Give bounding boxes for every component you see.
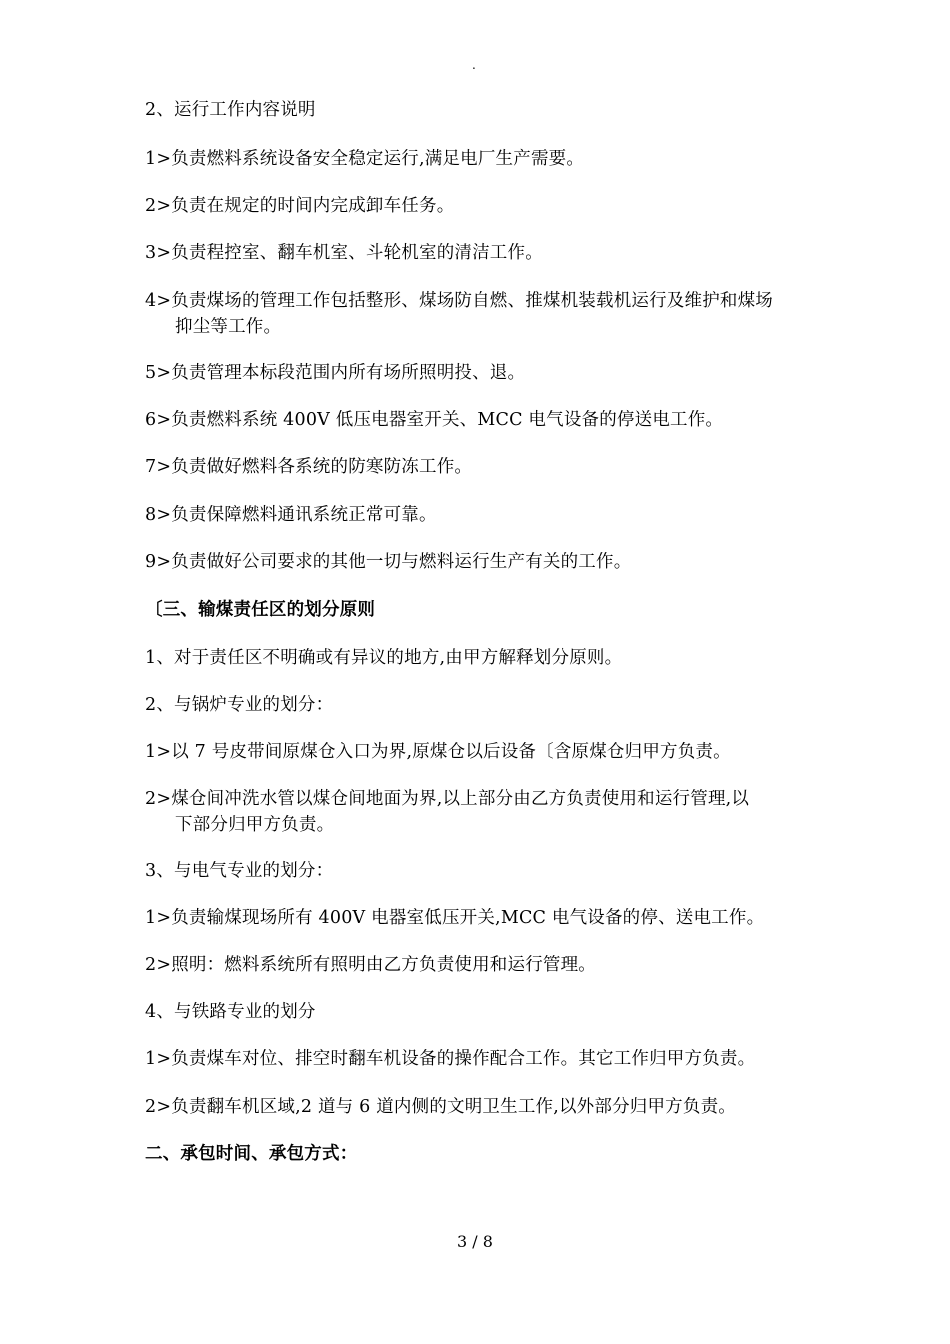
list-item: 1>负责输煤现场所有 400V 电器室低压开关,MCC 电气设备的停、送电工作。 [145,908,765,928]
section-heading-division-principles: 〔三、输煤责任区的划分原则 [145,600,376,620]
list-item [145,288,773,340]
list-item-text: 4>负责煤场的管理工作包括整形、煤场防自燃、推煤机装载机运行及维护和煤场 [145,291,773,311]
sub-heading: 2、与锅炉专业的划分： [145,695,334,715]
list-item: 2>负责翻车机区域,2 道与 6 道内侧的文明卫生工作,以外部分归甲方负责。 [145,1097,736,1117]
list-item: 8>负责保障燃料通讯系统正常可靠。 [145,505,437,525]
list-item [145,786,749,838]
list-item: 1、对于责任区不明确或有异议的地方,由甲方解释划分原则。 [145,648,623,668]
list-item: 9>负责做好公司要求的其他一切与燃料运行生产有关的工作。 [145,552,632,572]
list-item: 7>负责做好燃料各系统的防寒防冻工作。 [145,457,473,477]
list-item-continuation: 抑尘等工作。 [175,317,282,337]
section-heading-contract-terms: 二、承包时间、承包方式： [145,1144,358,1164]
list-item: 2>负责在规定的时间内完成卸车任务。 [145,196,455,216]
list-item: 1>以 7 号皮带间原煤仓入口为界,原煤仓以后设备〔含原煤仓归甲方负责。 [145,742,731,762]
sub-heading: 3、与电气专业的划分： [145,861,334,881]
list-item: 5>负责管理本标段范围内所有场所照明投、退。 [145,363,526,383]
list-item-text: 2>煤仓间冲洗水管以煤仓间地面为界,以上部分由乙方负责使用和运行管理,以 [145,789,750,809]
list-item: 1>负责煤车对位、排空时翻车机设备的操作配合工作。其它工作归甲方负责。 [145,1049,756,1069]
list-item: 2>照明：燃料系统所有照明由乙方负责使用和运行管理。 [145,955,596,975]
section-heading-operation: 2、运行工作内容说明 [145,100,316,120]
list-item: 6>负责燃料系统 400V 低压电器室开关、MCC 电气设备的停送电工作。 [145,410,724,430]
list-item-continuation: 下部分归甲方负责。 [175,815,335,835]
page-number: 3 / 8 [457,1232,493,1251]
list-item: 3>负责程控室、翻车机室、斗轮机室的清洁工作。 [145,243,543,263]
sub-heading: 4、与铁路专业的划分 [145,1002,316,1022]
list-item: 1>负责燃料系统设备安全稳定运行,满足电厂生产需要。 [145,149,585,169]
header-mark: . [472,58,476,72]
